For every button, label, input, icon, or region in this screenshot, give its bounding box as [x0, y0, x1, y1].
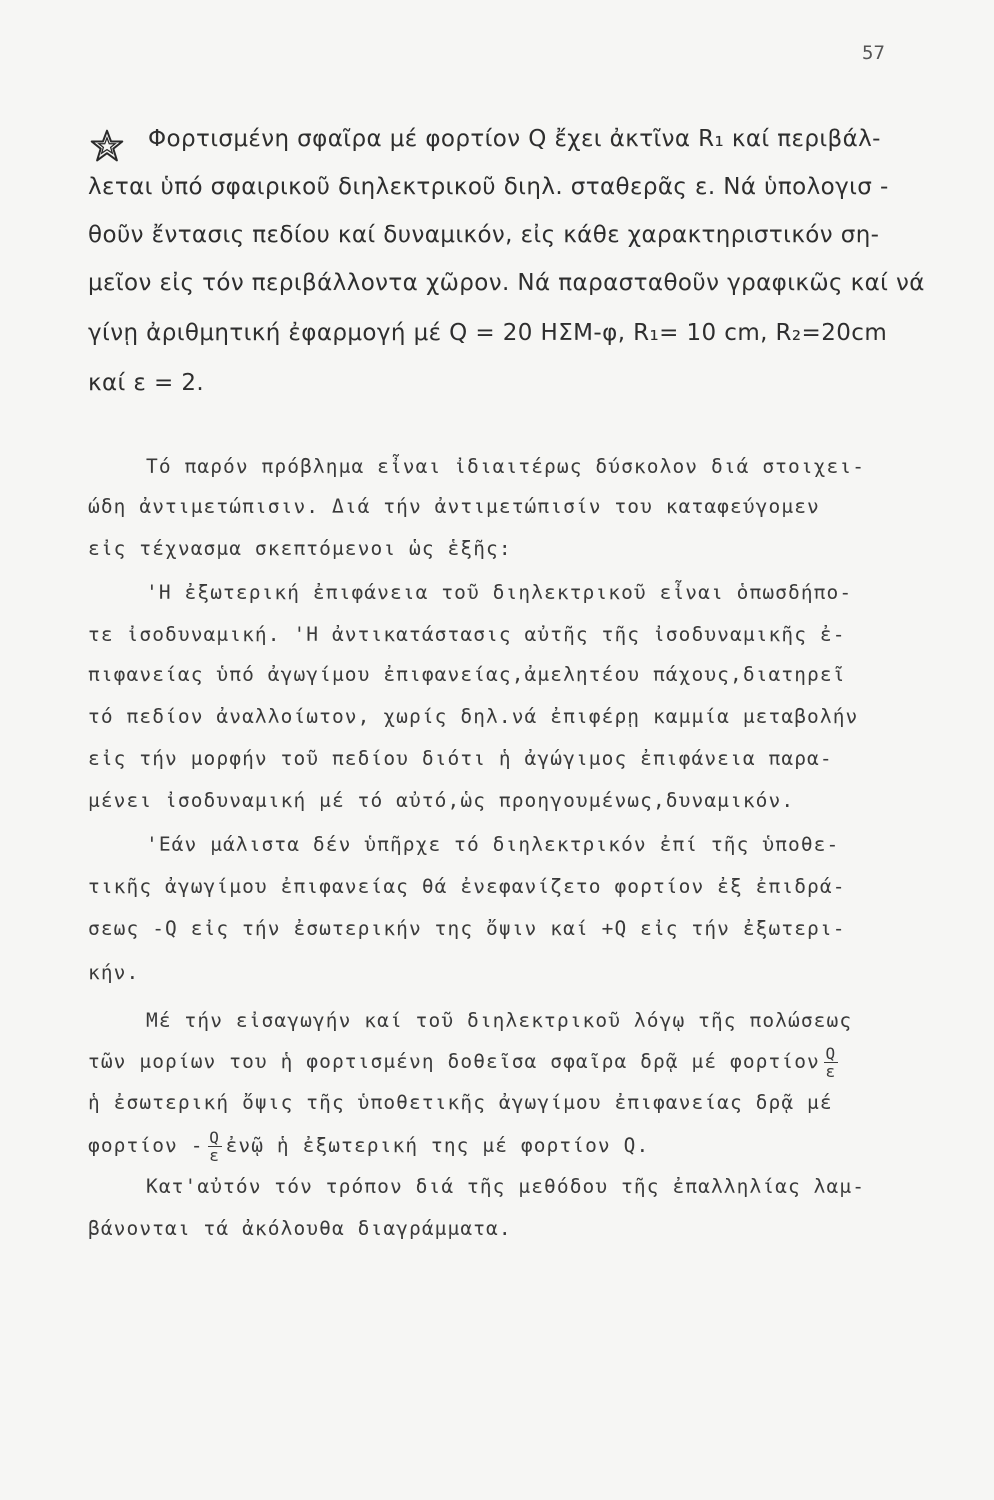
- fraction-q-over-epsilon-2: [208, 1130, 222, 1163]
- star-icon: [88, 128, 126, 164]
- body-line-18: Κατ'αὐτόν τόν τρόπον διά τῆς μεθόδου τῆς ἐπαλληλίας λαμ-: [146, 1175, 866, 1198]
- problem-line-1: Φορτισμένη σφαῖρα μέ φορτίον Q ἔχει ἀκτῖνα R₁ καί περιβάλ-: [148, 126, 881, 152]
- problem-line-2: λεται ὑπό σφαιρικοῦ διηλεκτρικοῦ διηλ. σταθερᾶς ε. Νά ὑπολογισ -: [88, 174, 889, 200]
- body-line-10: 'Εάν μάλιστα δέν ὑπῆρχε τό διηλεκτρικόν ἐπί τῆς ὑποθε-: [146, 833, 840, 856]
- body-line-6: πιφανείας ὑπό ἀγωγίμου ἐπιφανείας,ἀμελητέου πάχους,διατηρεῖ: [88, 663, 846, 686]
- fraction-denominator: ε: [825, 1062, 837, 1081]
- body-line-14: Μέ τήν εἰσαγωγήν καί τοῦ διηλεκτρικοῦ λόγῳ τῆς πολώσεως: [146, 1009, 853, 1032]
- body-line-1: Τό παρόν πρόβλημα εἶναι ἰδιαιτέρως δύσκολον διά στοιχει-: [146, 455, 866, 478]
- body-line-15: [88, 1046, 842, 1079]
- problem-line-5: γίνῃ ἀριθμητική ἐφαρμογή μέ Q = 20 ΗΣΜ-φ, R₁= 10 cm, R₂=20cm: [88, 320, 888, 346]
- body-line-16: ἡ ἐσωτερική ὄψις τῆς ὑποθετικῆς ἀγωγίμου ἐπιφανείας δρᾷ μέ: [88, 1091, 833, 1114]
- problem-line-4: μεῖον εἰς τόν περιβάλλοντα χῶρον. Νά παρασταθοῦν γραφικῶς καί νά: [88, 270, 925, 296]
- body-line-7: τό πεδίον ἀναλλοίωτον, χωρίς δηλ.νά ἐπιφέρῃ καμμία μεταβολήν: [88, 705, 859, 728]
- fraction-numerator: Q: [825, 1044, 837, 1063]
- body-line-17-tail: ἐνῷ ἡ ἐξωτερική της μέ φορτίον Q.: [225, 1134, 650, 1157]
- body-line-17: [88, 1130, 649, 1163]
- body-line-15-text: τῶν μορίων του ἡ φορτισμένη δοθεῖσα σφαῖρα δρᾷ μέ φορτίον: [88, 1050, 820, 1073]
- body-line-11: τικῆς ἀγωγίμου ἐπιφανείας θά ἐνεφανίζετο φορτίον ἐξ ἐπιδρά-: [88, 875, 846, 898]
- body-line-19: βάνονται τά ἀκόλουθα διαγράμματα.: [88, 1217, 512, 1240]
- body-line-5: τε ἰσοδυναμική. 'Η ἀντικατάστασις αὐτῆς τῆς ἰσοδυναμικῆς ἐ-: [88, 623, 846, 646]
- body-line-9: μένει ἰσοδυναμική μέ τό αὐτό,ὡς προηγουμένως,δυναμικόν.: [88, 789, 795, 812]
- fraction-q-over-epsilon: [824, 1046, 838, 1079]
- body-line-17-text: φορτίον -: [88, 1134, 204, 1157]
- body-line-13: κήν.: [88, 961, 140, 984]
- fraction-numerator-2: Q: [209, 1128, 220, 1147]
- body-line-2: ώδη ἀντιμετώπισιν. Διά τήν ἀντιμετώπισίν του καταφεύγομεν: [88, 495, 820, 518]
- body-line-12: σεως -Q εἰς τήν ἐσωτερικήν της ὄψιν καί +Q εἰς τήν ἐξωτερι-: [88, 917, 846, 940]
- page-number: 57: [862, 42, 885, 64]
- problem-line-6: καί ε = 2.: [88, 370, 205, 396]
- body-line-3: εἰς τέχνασμα σκεπτόμενοι ὡς ἑξῆς:: [88, 537, 512, 560]
- fraction-denominator-2: ε: [209, 1146, 220, 1165]
- body-line-8: εἰς τήν μορφήν τοῦ πεδίου διότι ἡ ἀγώγιμος ἐπιφάνεια παρα-: [88, 747, 833, 770]
- problem-line-3: θοῦν ἔντασις πεδίου καί δυναμικόν, εἰς κάθε χαρακτηριστικόν ση-: [88, 222, 880, 248]
- body-line-4: 'Η ἐξωτερική ἐπιφάνεια τοῦ διηλεκτρικοῦ εἶναι ὁπωσδήπο-: [146, 581, 853, 604]
